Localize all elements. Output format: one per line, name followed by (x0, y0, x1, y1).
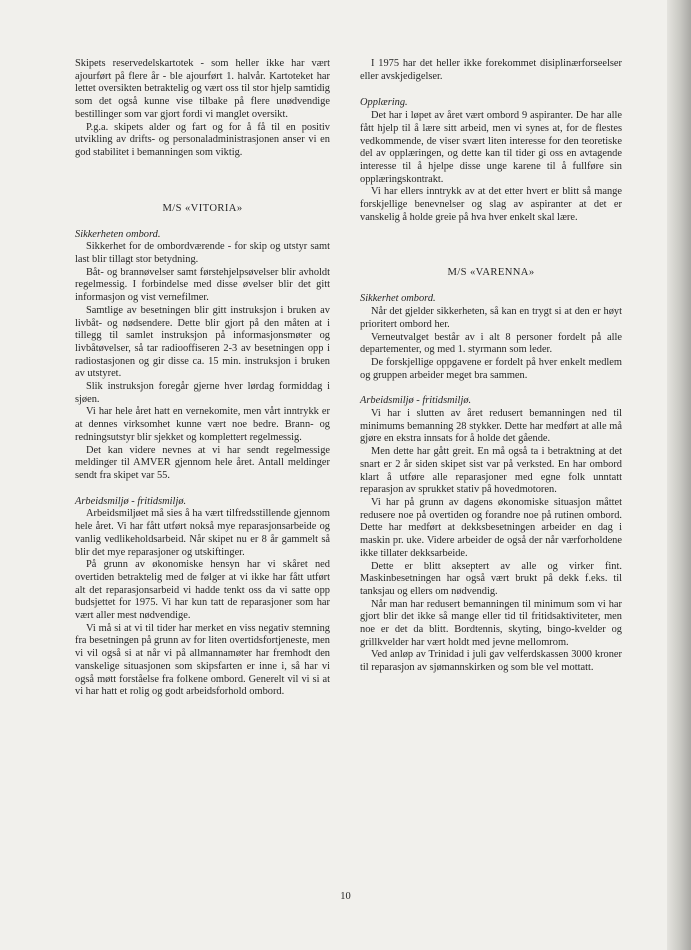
paragraph: Når det gjelder sikkerheten, så kan en trygt si at den er høyt prioritert ombord her. (360, 306, 622, 330)
paragraph-spare-parts: Skipets reservedelskartotek - som heller ikke har vært ajourført på flere år - ble ajourført 1. halvår. Kartoteket har lettet oversikten betraktelig og vært oss til stor hjelp samtidig som det også kunne vise tilbake på flere unødvendige bestillinger som var gjort fordi vi manglet oversikt. (75, 58, 330, 120)
section-heading-safety: Sikkerhet ombord. (360, 293, 436, 305)
paragraph: Slik instruksjon foregår gjerne hver lørdag formiddag i sjøen. (75, 381, 330, 405)
paragraph: Samtlige av besetningen blir gitt instruksjon i bruken av livbåt- og nødsendere. Dette blir gjort på den måten at i tillegg til samlet instruksjon på informasjonsmøter og livbåtøvelser, så tar radiooffiseren 2-3 av besetningen opp i radiostasjonen og gir disse ca. 15 min. instruksjon i bruken av utstyret. (75, 304, 330, 380)
paragraph: Det har i løpet av året vært ombord 9 aspiranter. De har alle fått hjelp til å lære sitt arbeid, men vi synes at, for de flestes vedkommende, de viser svært liten interesse for den teoretiske del av opplæringen, og dette kan til tider gi oss en avtagende interesse til å hjelpe disse unge karene til å fullføre sin opplæringskontrakt. (360, 110, 622, 185)
paragraph: De forskjellige oppgavene er fordelt på hver enkelt medlem og gruppen arbeider meget bra sammen. (360, 356, 622, 381)
paragraph: Verneutvalget består av i alt 8 personer fordelt på alle departementer, og med 1. styrmann som leder. (360, 331, 622, 356)
paragraph: Arbeidsmiljøet må sies å ha vært tilfredsstillende gjennom hele året. Vi har fått utført nokså mye reparasjonsarbeide og vanlig vedlikeholdsarbeid. Når skipet nu er 8 år gammelt så blir det mye reparasjoner og utskiftinger. (75, 508, 330, 558)
right-column (360, 58, 622, 675)
section-heading-training: Opplæring. (360, 97, 408, 109)
paragraph: Men dette har gått greit. En må også ta i betraktning at det snart er 2 år siden skipet sist var på verksted. En har ombord klart å utføre alle reparasjoner med egne folk unntatt reparasjon av sprukket stativ på hovedmotoren. (360, 446, 622, 496)
paragraph: Vi har på grunn av dagens økonomiske situasjon måttet redusere noe på overtiden og forandre noe på rutinen ombord. Dette har medført at dekksbesetningen arbeider en dag i maskin pr. uke. Videre arbeider de også der når værforholdene ikke tillater dekksarbeide. (360, 496, 622, 559)
ship-heading-varenna: M/S «VARENNA» (447, 267, 535, 279)
paragraph: Vi har i slutten av året redusert bemanningen ned til minimums bemanning 28 stykker. Dette har medført at alle må gjøre en ekstra innsats for å holde det gående. (360, 408, 622, 445)
paragraph: Vi har hele året hatt en vernekomite, men vårt inntrykk er at dennes virksomhet kunne vært noe bedre. Brann- og redningsutstyr blir sjekket og komplettert regelmessig. (75, 406, 330, 443)
paragraph: Sikkerhet for de ombordværende - for skip og utstyr samt last blir tillagt stor betydning. (75, 241, 330, 266)
paragraph: På grunn av økonomiske hensyn har vi skåret ned overtiden betraktelig med de følger at vi ikke har fått utført alt det reparasjonsarbeid vi hadde tenkt oss da vi satte opp budsjettet for 1975. Vi har kun tatt de reparasjoner som har vært aller mest nødvendige. (75, 559, 330, 622)
section-heading-work-environment: Arbeidsmiljø - fritidsmiljø. (360, 395, 472, 407)
section-heading-safety: Sikkerheten ombord. (75, 228, 161, 240)
paragraph: Ved anløp av Trinidad i juli gav velferdskassen 3000 kroner til reparasjon av sjømannskirken og som ble vel mottatt. (360, 649, 622, 674)
page-edge-shadow (667, 0, 691, 950)
page-number: 10 (340, 891, 351, 902)
section-heading-work-environment: Arbeidsmiljø - fritidsmiljø. (75, 495, 187, 507)
paragraph: Når man har redusert bemanningen til minimum som vi har gjort blir det ikke så mange eller tid til fritidsaktiviteter, men noe er det da blitt. Bordtennis, skyting, bingo-kvelder og grillkvelder har vært holdt med jevne mellomrom. (360, 598, 622, 648)
paragraph: Båt- og brannøvelser samt førstehjelpsøvelser blir avholdt regelmessig. I forbindelse med disse øvelser blir det gitt informasjon og vist vernefilmer. (75, 266, 330, 304)
paragraph-discipline: I 1975 har det heller ikke forekommet disiplinærforseelser eller avskjedigelser. (360, 58, 622, 82)
paragraph: Vi har ellers inntrykk av at det etter hvert er blitt så mange forskjellige benevnelser og slag av aspiranter at det er vanskelig å holde greie på hva hver enkelt skal lære. (360, 186, 622, 223)
paragraph-stability: P.g.a. skipets alder og fart og for å få til en positiv utvikling av drifts- og personaladministrasjonen anser vi en god stabilitet i bemanningen som viktig. (75, 121, 330, 158)
ship-heading-vitoria: M/S «VITORIA» (162, 202, 243, 214)
paragraph: Dette er blitt akseptert av alle og virker fint. Maskinbesetningen har også vært brukt på dekk f.eks. til tanksjau og ellers om nødvendig. (360, 560, 622, 597)
paragraph: Det kan videre nevnes at vi har sendt regelmessige meldinger til AMVER gjennom hele året. Antall meldinger sendt fra skipet var 55. (75, 444, 330, 481)
paragraph: Vi må si at vi til tider har merket en viss negativ stemning fra besetningen på grunn av for liten overtidsfortjeneste, men vi vil også si at når vi på allmannamøter har fremhodt den vanskelige situasjonen som skipsfarten er inne i, så har vi også møtt forståelse fra folkene ombord. Generelt vil vi si at vi har hatt et rolig og godt arbeidsforhold ombord. (75, 622, 330, 698)
left-column (75, 58, 330, 699)
